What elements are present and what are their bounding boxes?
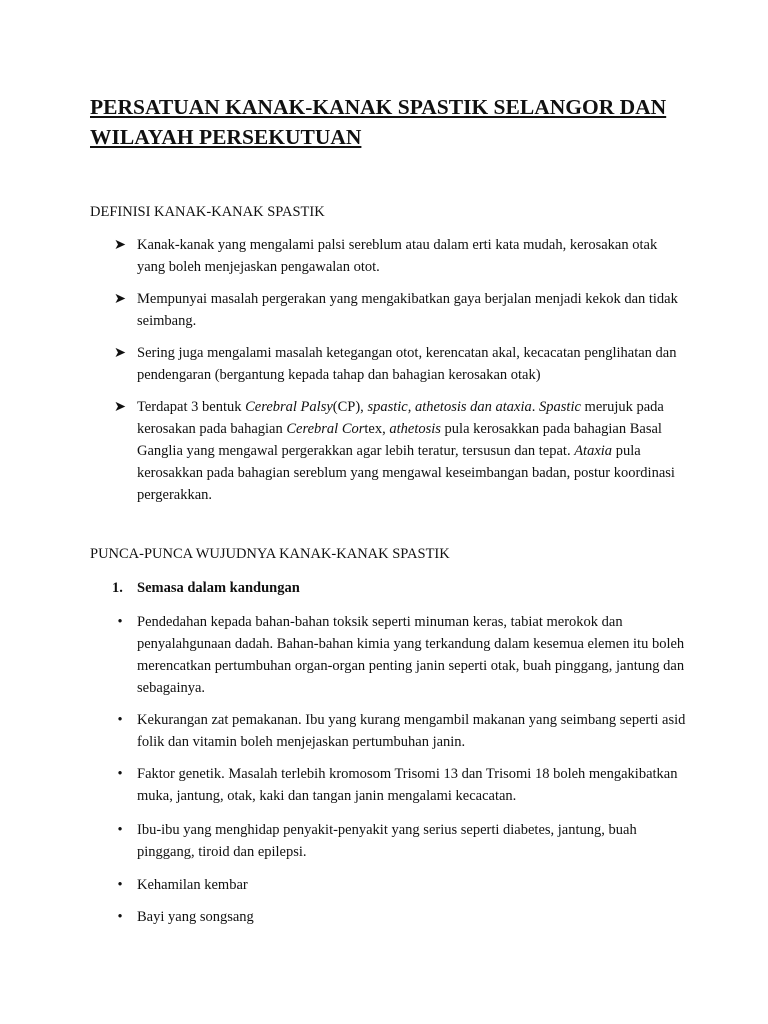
round-bullet-icon: • bbox=[117, 877, 123, 893]
round-bullet-icon: • bbox=[117, 766, 123, 782]
list-item-text: Terdapat 3 bentuk Cerebral Palsy(CP), spastic, athetosis dan ataxia. Spastic merujuk pada kerosakan pada bahagian Cerebral Cortex, athetosis pula kerosakkan pada bahagian Basal Ganglia yang mengawal pergerakkan agar lebih teratur, tersusun dan tepat. Ataxia pula kerosakkan pada bahagian sereblum yang mengawal keseimbangan badan, postur koordinasi pergerakkan. bbox=[137, 399, 675, 503]
round-bullet-icon: • bbox=[117, 822, 123, 838]
arrowhead-bullet-icon: ➤ bbox=[113, 399, 127, 415]
round-bullet-icon: • bbox=[117, 614, 123, 630]
section-heading-definisi: DEFINISI KANAK-KANAK SPASTIK bbox=[90, 204, 325, 220]
arrowhead-bullet-icon: ➤ bbox=[113, 291, 127, 307]
document-page: PERSATUAN KANAK-KANAK SPASTIK SELANGOR DAN WILAYAH PERSEKUTUAN DEFINISI KANAK-KANAK SPASTIK ➤ Kanak-kanak yang mengalami palsi sereblum atau dalam erti kata mudah, kerosakan otak yang boleh menjejaskan pengawalan otot. ➤ Mempunyai masalah pergerakan yang mengakibatkan gaya berjalan menjadi kekok dan tidak seimbang. ➤ Sering juga mengalami masalah ketegangan otot, kerencatan akal, kecacatan penglihatan dan pendengaran (bergantung kepada tahap dan bahagian kerosakan otak) ➤ Terdapat 3 bentuk Cerebral Palsy(CP), spastic, athetosis dan ataxia. Spastic merujuk pada kerosakan pada bahagian Cerebral Cortex, athetosis pula kerosakkan pada bahagian Basal Ganglia yang mengawal pergerakkan agar lebih teratur, tersusun dan tepat. Ataxia pula kerosakkan pada bahagian sereblum yang mengawal keseimbangan badan, postur koordinasi pergerakkan. PUNCA-PUNCA WUJUDNYA KANAK-KANAK SPASTIK 1. Semasa dalam kandungan • Pendedahan kepada bahan-bahan toksik seperti minuman keras, tabiat merokok dan penyalahgunaan dadah. Bahan-bahan kimia yang terkandung dalam kesemua elemen itu boleh merencatkan pertumbuhan organ-organ penting janin seperti otak, buah pinggang, jantung dan sebagainya. • Kekurangan zat pemakanan. Ibu yang kurang mengambil makanan yang seimbang seperti asid folik dan vitamin boleh menjejaskan pertumbuhan janin. • Faktor genetik. Masalah terlebih kromosom Trisomi 13 dan Trisomi 18 boleh mengakibatkan muka, jantung, otak, kaki dan tangan janin mengalami kecacatan. • Ibu-ibu yang menghidap penyakit-penyakit yang serius seperti diabetes, jantung, buah pinggang, tiroid dan epilepsi. • Kehamilan kembar • Bayi yang songsang bbox=[0, 0, 768, 1024]
arrowhead-bullet-icon: ➤ bbox=[113, 237, 127, 253]
section-heading-punca: PUNCA-PUNCA WUJUDNYA KANAK-KANAK SPASTIK bbox=[90, 546, 450, 562]
round-bullet-icon: • bbox=[117, 712, 123, 728]
arrowhead-bullet-icon: ➤ bbox=[113, 345, 127, 361]
round-bullet-icon: • bbox=[117, 909, 123, 925]
page-title: PERSATUAN KANAK-KANAK SPASTIK SELANGOR DAN WILAYAH PERSEKUTUAN bbox=[90, 95, 667, 149]
